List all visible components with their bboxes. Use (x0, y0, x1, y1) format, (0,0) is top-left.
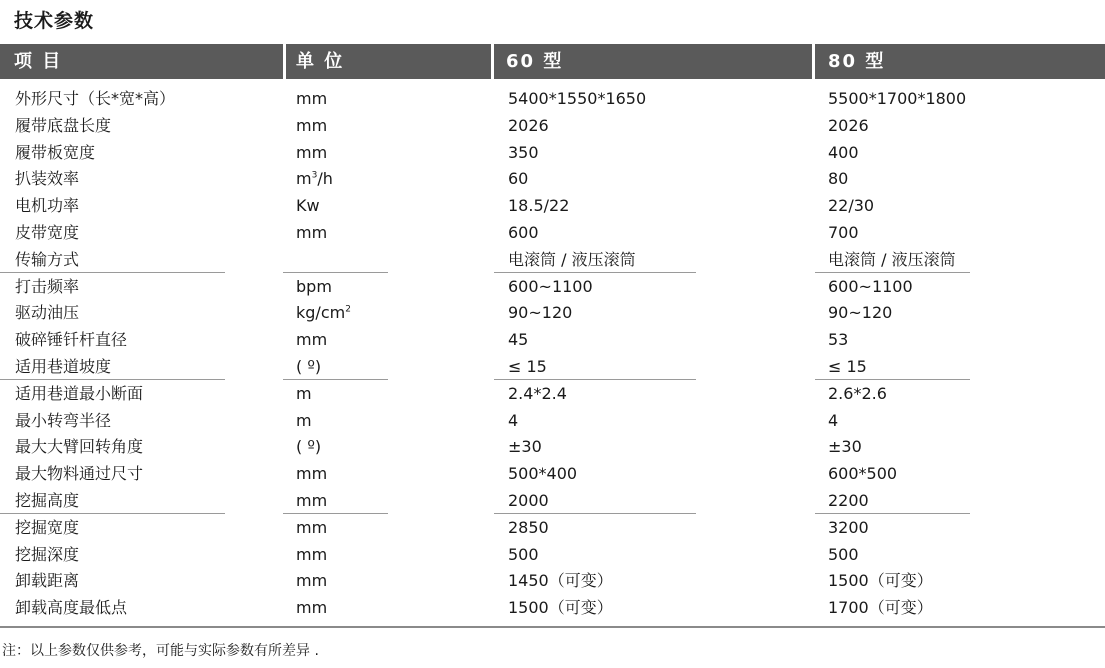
cell-unit: mm (296, 544, 328, 564)
cell-80: 500 (828, 544, 859, 564)
cell-60: 500*400 (508, 464, 578, 484)
cell-unit: mm (296, 491, 328, 510)
page-title: 技术参数 (14, 10, 95, 32)
unit-tail: /h (317, 169, 333, 189)
table-row (0, 487, 1105, 514)
cell-unit (296, 165, 333, 192)
cell-item: 卸载距离 (15, 571, 80, 591)
cell-80: 700 (828, 223, 859, 242)
cell-item: 履带板宽度 (15, 142, 96, 162)
table-row (0, 139, 1105, 166)
cell-80: 600*500 (828, 464, 898, 484)
cell-80: 80 (828, 169, 849, 189)
cell-unit: mm (296, 89, 328, 108)
cell-unit: mm (296, 223, 328, 242)
cell-item: 卸载高度最低点 (15, 598, 128, 618)
cell-60: ±30 (508, 437, 542, 457)
cell-item: 最大物料通过尺寸 (15, 464, 144, 484)
cell-item: 适用巷道最小断面 (15, 383, 144, 403)
unit-superscript: 3 (311, 171, 318, 182)
cell-unit: mm (296, 464, 328, 484)
cell-60: 2026 (508, 115, 549, 135)
cell-item: 电机功率 (15, 196, 80, 216)
table-row (0, 460, 1105, 487)
cell-80: 600~1100 (828, 276, 913, 296)
table-row (0, 246, 1105, 273)
cell-unit: mm (296, 142, 328, 162)
cell-item: 挖掘深度 (15, 544, 80, 564)
cell-60: 2000 (508, 491, 549, 510)
cell-item: 适用巷道坡度 (15, 357, 112, 376)
unit-superscript: 2 (345, 305, 351, 316)
cell-60: 1450（可变） (508, 571, 613, 591)
cell-item: 最大大臂回转角度 (15, 437, 144, 457)
cell-item: 传输方式 (15, 249, 80, 269)
table-row (0, 326, 1105, 353)
cell-60: 18.5/22 (508, 196, 570, 216)
table-row (0, 219, 1105, 246)
cell-60: 电滚筒 / 液压滚筒 (508, 249, 636, 269)
cell-60: 1500（可变） (508, 598, 613, 618)
cell-80: 1700（可变） (828, 598, 933, 618)
cell-80: 5500*1700*1800 (828, 89, 967, 108)
cell-unit: mm (296, 517, 328, 537)
cell-item: 打击频率 (15, 276, 80, 296)
table-row (0, 380, 1105, 407)
cell-60: 5400*1550*1650 (508, 89, 647, 108)
header-60: 60 型 (494, 44, 812, 79)
cell-80: 4 (828, 410, 839, 430)
cell-unit (296, 299, 351, 326)
cell-item: 扒装效率 (15, 169, 80, 189)
footnote: 注：以上参数仅供参考，可能与实际参数有所差异 . (2, 643, 319, 659)
cell-unit: mm (296, 330, 328, 350)
cell-unit: mm (296, 571, 328, 591)
table-row (0, 567, 1105, 594)
table-row (0, 594, 1105, 621)
cell-item: 破碎锤钎杆直径 (15, 330, 128, 350)
cell-unit: m (296, 410, 312, 430)
cell-80: ±30 (828, 437, 862, 457)
table-row (0, 273, 1105, 300)
table-row (0, 192, 1105, 219)
table-row (0, 165, 1105, 192)
cell-60: ≤ 15 (508, 357, 547, 376)
cell-60: 500 (508, 544, 539, 564)
cell-60: 600~1100 (508, 276, 593, 296)
cell-item: 挖掘宽度 (15, 517, 80, 537)
table-row (0, 353, 1105, 380)
cell-unit: ( º) (296, 437, 322, 457)
cell-unit: bpm (296, 276, 332, 296)
cell-80: 2200 (828, 491, 869, 510)
cell-80: 22/30 (828, 196, 875, 216)
cell-80: 400 (828, 142, 859, 162)
cell-unit: Kw (296, 196, 320, 216)
cell-60: 600 (508, 223, 539, 242)
cell-60: 90~120 (508, 303, 573, 323)
cell-item: 最小转弯半径 (15, 410, 112, 430)
cell-unit: ( º) (296, 357, 322, 376)
cell-60: 2.4*2.4 (508, 383, 567, 403)
cell-item: 挖掘高度 (15, 491, 80, 510)
table-row (0, 541, 1105, 568)
cell-item: 皮带宽度 (15, 223, 80, 242)
cell-item: 履带底盘长度 (15, 115, 112, 135)
cell-80: 2026 (828, 115, 869, 135)
table-row (0, 407, 1105, 434)
cell-60: 45 (508, 330, 529, 350)
unit-base: kg/cm (296, 303, 346, 323)
bottom-divider (0, 626, 1105, 628)
cell-80: ≤ 15 (828, 357, 867, 376)
table-row (0, 433, 1105, 460)
header-item: 项 目 (0, 44, 283, 79)
table-row (0, 85, 1105, 112)
cell-item: 驱动油压 (15, 303, 80, 323)
table-row (0, 514, 1105, 541)
cell-60: 60 (508, 169, 529, 189)
cell-80: 53 (828, 330, 849, 350)
cell-80: 90~120 (828, 303, 893, 323)
table-row (0, 112, 1105, 139)
cell-item: 外形尺寸（长*宽*高） (15, 89, 176, 108)
table-header (0, 44, 1105, 79)
cell-80: 3200 (828, 517, 869, 537)
cell-unit: mm (296, 115, 328, 135)
header-80: 80 型 (815, 44, 1105, 79)
header-unit: 单 位 (286, 44, 491, 79)
cell-80: 2.6*2.6 (828, 383, 887, 403)
cell-60: 2850 (508, 517, 549, 537)
table-row (0, 299, 1105, 326)
cell-60: 4 (508, 410, 519, 430)
unit-base: m (296, 169, 312, 189)
cell-60: 350 (508, 142, 539, 162)
cell-unit: mm (296, 598, 328, 618)
cell-unit: m (296, 383, 312, 403)
cell-80: 电滚筒 / 液压滚筒 (828, 249, 956, 269)
cell-80: 1500（可变） (828, 571, 933, 591)
